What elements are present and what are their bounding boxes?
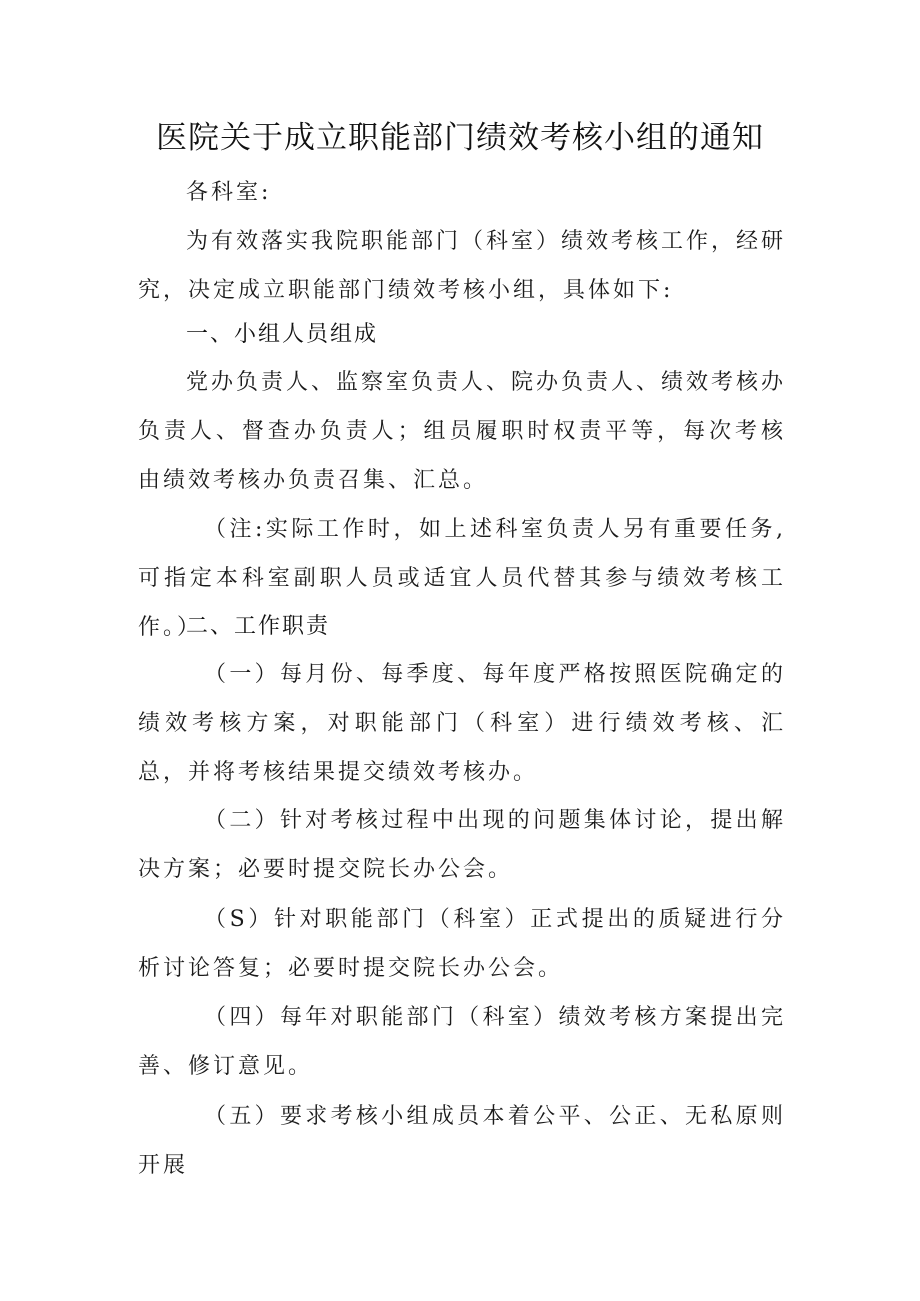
members-paragraph: 党办负责人、监察室负责人、院办负责人、绩效考核办负责人、督查办负责人；组员履职时权责平等，每次考核由绩效考核办负责召集、汇总。: [138, 370, 787, 493]
duty-item: （一）每月份、每季度、每年度严格按照医院确定的绩效考核方案，对职能部门（科室）进行绩效考核、汇总，并将考核结果提交绩效考核办。: [138, 662, 786, 785]
document-title: 医院关于成立职能部门绩效考核小组的通知: [156, 120, 764, 156]
salutation: 各科室:: [186, 180, 272, 205]
members-note: （注:实际工作时，如上述科室负责人另有重要任务,可指定本科室副职人员或适宜人员代替其参与绩效考核工作。）: [138, 517, 786, 640]
section-heading-members: 一、小组人员组成: [186, 322, 379, 347]
duty-item: （五）要求考核小组成员本着公平、公正、无私原则开展: [138, 1104, 786, 1178]
intro-paragraph: 为有效落实我院职能部门（科室）绩效考核工作，经研究，决定成立职能部门绩效考核小组，具体如下:: [138, 229, 787, 303]
duty-item: （四）每年对职能部门（科室）绩效考核方案提出完善、修订意见。: [138, 1005, 786, 1079]
section-heading-duties: 二、工作职责: [186, 614, 331, 639]
duty-item: （二）针对考核过程中出现的问题集体讨论，提出解决方案；必要时提交院长办公会。: [138, 808, 786, 882]
duty-item: （S）针对职能部门（科室）正式提出的质疑进行分析讨论答复；必要时提交院长办公会。: [138, 907, 786, 981]
